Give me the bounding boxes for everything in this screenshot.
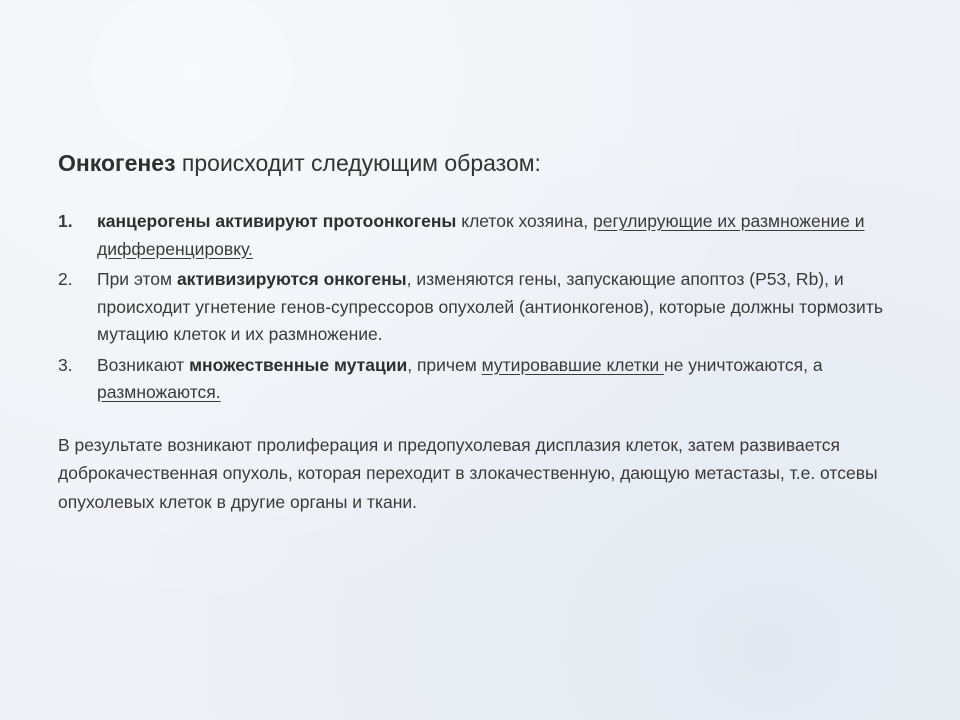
list-item-underlined: размножаются. bbox=[97, 382, 221, 402]
mechanism-list bbox=[58, 208, 898, 407]
list-item-emphasis: множественные мутации bbox=[189, 354, 408, 375]
list-item-underlined: мутировавшие клетки bbox=[481, 354, 664, 375]
slide-title bbox=[58, 148, 898, 178]
list-item-text: , изменяются гены, запускающие апоптоз (P53, Rb), и происходит угнетение генов-супрессоров опухолей (антионкогенов), которые должны тормозить мутацию клеток и их размножение. bbox=[97, 269, 883, 344]
list-item-text: , причем bbox=[407, 354, 482, 375]
list-item-text: При этом bbox=[97, 269, 177, 289]
list-item-text: не уничтожаются, а bbox=[663, 354, 823, 375]
title-term: Онкогенез bbox=[58, 150, 176, 176]
list-item bbox=[58, 266, 898, 349]
list-item-number: 3. bbox=[58, 354, 73, 375]
list-item-text: клеток хозяина, bbox=[456, 211, 593, 231]
list-item bbox=[58, 352, 898, 407]
result-paragraph: В результате возникают пролиферация и предопухолевая дисплазия клеток, затем развивается доброкачественная опухоль, которая переходит в злокачественную, дающую метастазы, т.е. отсевы опухолевых клеток в другие органы и ткани. bbox=[58, 434, 878, 512]
list-item-emphasis: канцерогены активируют протоонкогены bbox=[97, 211, 457, 231]
list-item-number: 1. bbox=[58, 211, 73, 231]
list-item bbox=[58, 208, 898, 263]
list-item-text: Возникают bbox=[97, 354, 190, 375]
list-item-underlined: регулирующие их размножение и дифференцировку. bbox=[97, 211, 865, 259]
title-rest: происходит следующим образом: bbox=[175, 150, 541, 176]
list-item-emphasis: активизируются онкогены bbox=[176, 269, 407, 289]
list-item-number: 2. bbox=[58, 269, 73, 289]
slide-content bbox=[58, 148, 898, 516]
